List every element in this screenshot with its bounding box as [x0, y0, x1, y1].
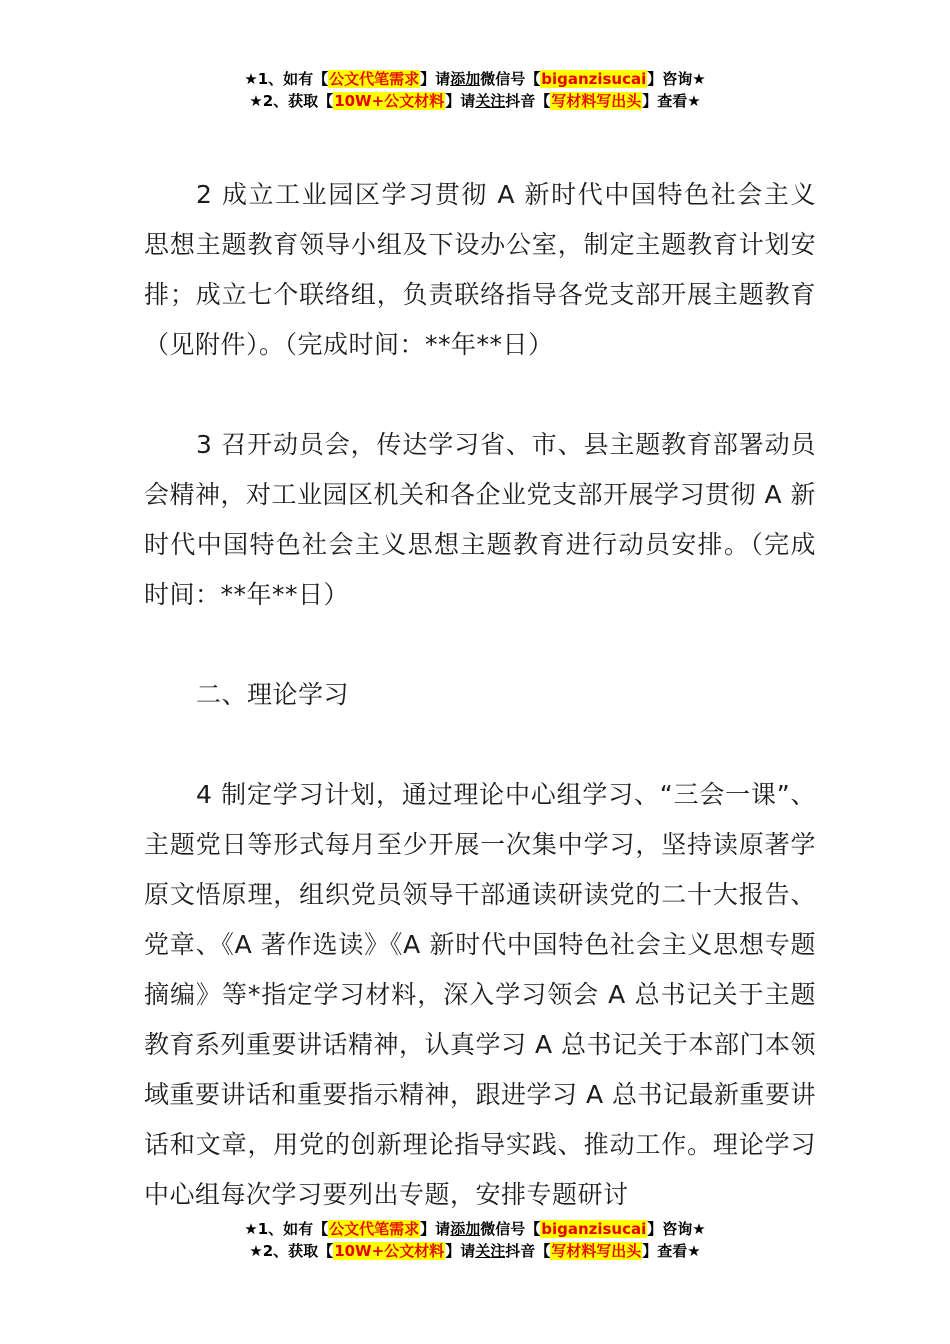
highlight-douyin-account: 写材料写出头 — [551, 1242, 642, 1260]
paragraph-item-3: 3 召开动员会，传达学习省、市、县主题教育部署动员会精神，对工业园区机关和各企业党支部开展学习贯彻 A 新时代中国特色社会主义思想主题教育进行动员安排。（完成时间：**年**日） — [144, 430, 816, 609]
banner-line-1: ★1、如有【公文代笔需求】请添加微信号【biganzisucai】咨询★ — [244, 70, 706, 88]
highlight-service: 公文代笔需求 — [329, 70, 420, 88]
highlight-wechat-id: biganzisucai — [541, 70, 647, 88]
bottom-banner — [0, 1218, 950, 1262]
highlight-douyin-account: 写材料写出头 — [551, 92, 642, 110]
highlight-wechat-id: biganzisucai — [541, 1220, 647, 1238]
top-banner — [0, 68, 950, 112]
section-heading-theory-study: 二、理论学习 — [196, 680, 350, 709]
highlight-materials: 10W+公文材料 — [334, 1242, 445, 1260]
paragraph-item-2: 2 成立工业园区学习贯彻 A 新时代中国特色社会主义思想主题教育领导小组及下设办公室，制定主题教育计划安排；成立七个联络组，负责联络指导各党支部开展主题教育（见附件）。（完成时间：**年**日） — [144, 180, 816, 359]
banner-line-2: ★2、获取【10W+公文材料】请关注抖音【写材料写出头】查看★ — [249, 1242, 701, 1260]
banner-line-2: ★2、获取【10W+公文材料】请关注抖音【写材料写出头】查看★ — [249, 92, 701, 110]
highlight-service: 公文代笔需求 — [329, 1220, 420, 1238]
paragraph-item-4: 4 制定学习计划，通过理论中心组学习、“三会一课”、主题党日等形式每月至少开展一次集中学习，坚持读原著学原文悟原理，组织党员领导干部通读研读党的二十大报告、党章、《A 著作选读》《A 新时代中国特色社会主义思想专题摘编》等*指定学习材料，深入学习领会 A 总书记关于主题教育系列重要讲话精神，认真学习 A 总书记关于本部门本领域重要讲话和重要指示精神，跟进学习 A 总书记最新重要讲话和文章，用党的创新理论指导实践、推动工作。理论学习中心组每次学习要列出专题，安排专题研讨 — [144, 780, 816, 1209]
document-body — [144, 170, 816, 1220]
highlight-materials: 10W+公文材料 — [334, 92, 445, 110]
banner-line-1: ★1、如有【公文代笔需求】请添加微信号【biganzisucai】咨询★ — [244, 1220, 706, 1238]
